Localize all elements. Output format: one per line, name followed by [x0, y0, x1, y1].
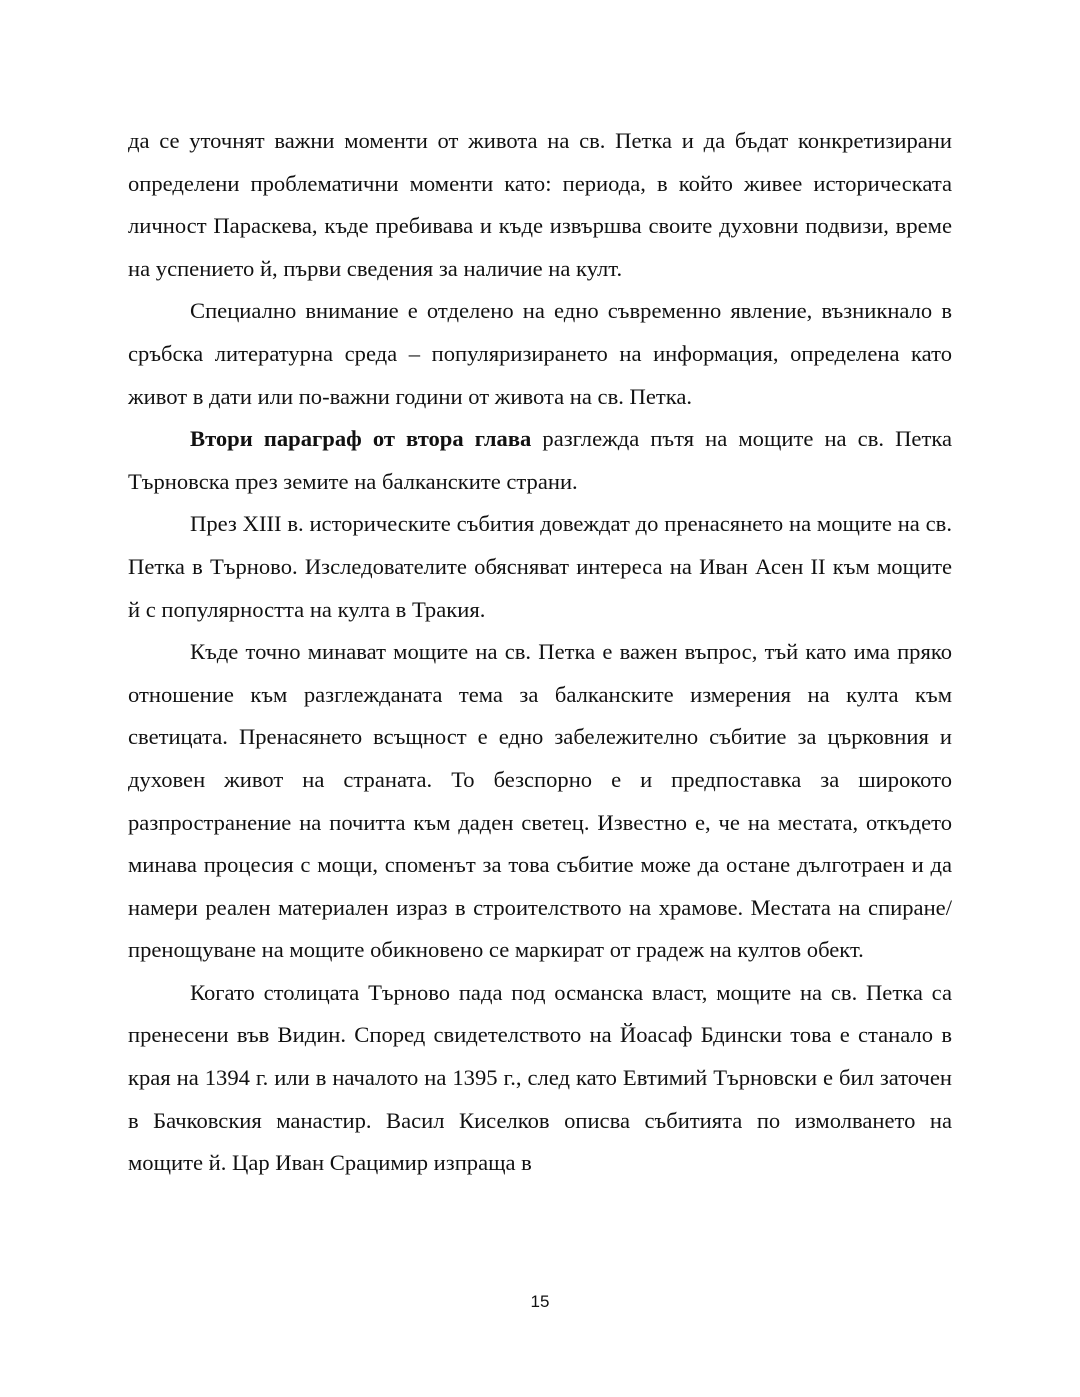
paragraph-relics-route: Къде точно минават мощите на св. Петка е важен въпрос, тъй като има пряко отношение към разглежданата тема за балканските измерения на култа към светицата. Пренасянето всъщност е едно забележително събитие за църковния и духовен живот на страната. То безспорно е и предпоставка за широкото разпространение на почитта към даден светец. Известно е, че на местата, откъдето минава процесия с мощи, споменът за това събитие може да остане дълготраен и да намери реален материален израз в строителството на храмове. Местата на спиране/пренощуване на мощите обикновено се маркират от градеж на култов обект. [128, 639, 952, 963]
paragraph-second-section [128, 418, 952, 503]
paragraph-second-section-text: разглежда пътя на мощите на св. Петка Търновска през земите на балканските страни. [128, 426, 952, 494]
paragraph-vidin-transfer: Когато столицата Търново пада под османска власт, мощите на св. Петка са пренесени във Видин. Според свидетелството на Йоасаф Бдински това е станало в края на 1394 г. или в началото на 1395 г., след като Евтимий Търновски е бил заточен в Бачковския манастир. Васил Киселков описва събитията по измолването на мощите й. Цар Иван Срацимир изпраща в [128, 979, 952, 1176]
paragraph-continuation: да се уточнят важни моменти от живота на св. Петка и да бъдат конкретизирани определени проблематични моменти като: периода, в който живее историческата личност Параскева, къде пребивава и къде извършва своите духовни подвизи, време на успението й, първи сведения за наличие на култ. [128, 128, 952, 281]
body-text [128, 120, 952, 1185]
paragraph-modern-phenomenon: Специално внимание е отделено на едно съвременно явление, възникнало в сръбска литературна среда – популяризирането на информация, определена като живот в дати или по-важни години от живота на св. Петка. [128, 298, 952, 409]
section-heading-inline: Втори параграф от втора глава [190, 426, 532, 452]
paragraph-xiii-century: През XIII в. историческите събития довеждат до пренасянето на мощите на св. Петка в Търново. Изследователите обясняват интереса на Иван Асен II към мощите й с популярността на култа в Тракия. [128, 511, 952, 622]
page-number: 15 [530, 1292, 550, 1311]
